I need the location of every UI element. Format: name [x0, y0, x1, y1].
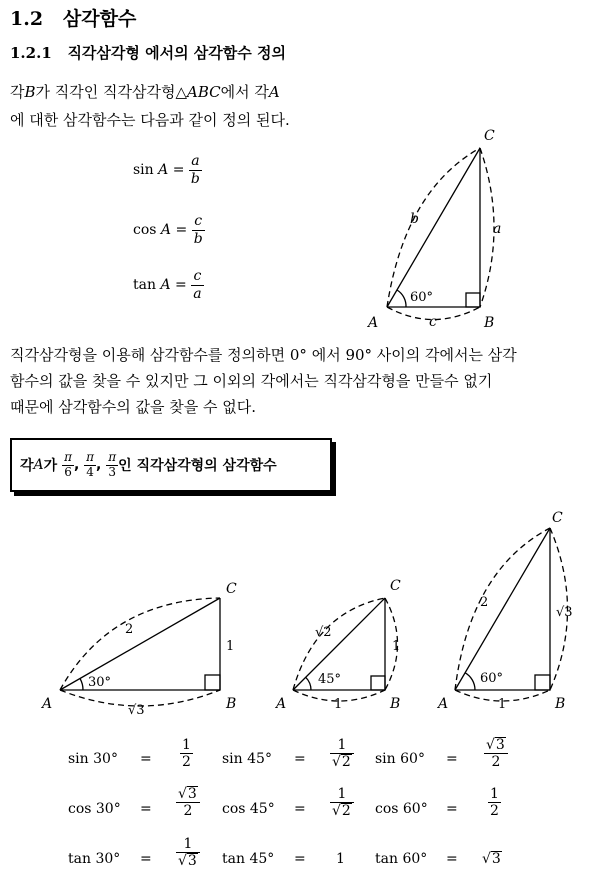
radicand: 3	[187, 853, 197, 870]
numerator: 1	[337, 786, 347, 802]
cos60-label: cos 60°	[375, 801, 428, 817]
tri45-right-angle	[371, 676, 385, 690]
tri60-right-angle	[535, 675, 550, 690]
tri30-adj-label: √3	[128, 703, 145, 718]
subsection-number: 1.2.1	[10, 44, 52, 62]
tri30-hyp	[60, 598, 220, 690]
tri60-hyp-label: 2	[480, 595, 489, 610]
vertex-C: C	[484, 128, 495, 144]
numerator: π	[108, 449, 117, 464]
radicand: 2	[341, 803, 351, 820]
tan30-label: tan 30°	[68, 851, 121, 867]
tri60-opp-label: √3	[556, 605, 573, 620]
fn-var: A	[160, 222, 172, 238]
numerator: π	[86, 449, 95, 464]
cos45-value	[330, 786, 354, 819]
fn-var: A	[160, 277, 171, 293]
dashed-arc-a	[480, 148, 494, 307]
sin-definition: sin A = $\frac{a}{b}$	[133, 153, 200, 187]
var-B: B	[24, 83, 36, 101]
tan60-label: tan 60°	[375, 851, 428, 867]
sqrt-2: √ 2	[332, 754, 351, 771]
radicand: 3	[187, 786, 197, 802]
equals: =	[140, 801, 152, 817]
equals: =	[446, 751, 458, 767]
radicand: 2	[341, 754, 351, 771]
radicand: 3	[491, 850, 501, 867]
right-angle-mark	[466, 293, 480, 307]
triangle-abc: △ABC	[175, 83, 221, 101]
numerator: 1	[183, 836, 193, 852]
tri30-vertex-C: C	[226, 581, 237, 597]
numerator: 1	[490, 786, 499, 802]
equals: =	[446, 801, 458, 817]
tan30-value	[176, 836, 200, 869]
fn-var: A	[158, 162, 169, 178]
tri45-angle-label: 45°	[318, 672, 342, 687]
equals: =	[294, 751, 306, 767]
tri60-vertex-C: C	[552, 510, 563, 526]
sin45-value	[330, 737, 354, 770]
para2-line-2: 함수의 값을 찾을 수 있지만 그 이외의 각에서는 직각삼각형을 만들수 없기	[10, 372, 493, 390]
pi-over-4	[84, 451, 96, 480]
para2-line-3: 때문에 삼각함수의 값을 찾을 수 없다.	[10, 398, 256, 416]
denominator: 2	[484, 753, 508, 770]
fraction	[192, 213, 205, 246]
tri30-right-angle	[205, 675, 220, 690]
subsection-heading	[10, 42, 286, 63]
numerator: a	[191, 153, 200, 170]
numerator: 1	[337, 737, 347, 753]
pi-over-6	[62, 451, 74, 480]
sin45-label: sin 45°	[222, 751, 272, 767]
sqrt-3: √ 3	[178, 853, 197, 870]
tri30-angle-label: 30°	[88, 675, 112, 690]
trig-values-table	[0, 735, 600, 885]
denominator: 2	[182, 754, 191, 771]
intro-line-2: 에 대한 삼각함수는 다음과 같이 정의 된다.	[10, 111, 290, 129]
sqrt-3: √ 3	[482, 850, 501, 867]
vertex-A: A	[368, 315, 379, 331]
sqrt-3: √ 3	[178, 786, 197, 802]
cos30-value	[176, 786, 200, 819]
denominator: b	[190, 170, 200, 187]
tan-definition: tan A = $\frac{c}{a}$	[133, 268, 202, 302]
para2-line-1: 직각삼각형을 이용해 삼각함수를 정의하면 0° 에서 90° 사이의 각에서는 삼각	[10, 346, 517, 364]
angle-arc	[397, 290, 406, 307]
sin30-value	[180, 737, 193, 770]
tan45-label: tan 45°	[222, 851, 275, 867]
label-b: b	[410, 211, 419, 227]
denominator: 4	[84, 465, 96, 480]
denominator: b	[193, 230, 203, 247]
equals: =	[140, 851, 152, 867]
fraction	[189, 153, 202, 186]
tri60-hyp	[455, 528, 550, 690]
denominator: 2	[176, 802, 200, 819]
cos60-value	[488, 786, 501, 819]
denominator: 2	[490, 803, 499, 820]
hypotenuse-b	[387, 148, 480, 307]
box-text: 인 직각삼각형의 삼각함수	[118, 458, 277, 474]
denominator: 3	[106, 465, 118, 480]
tan60-value	[482, 847, 502, 871]
numerator: π	[64, 449, 72, 464]
equals: =	[140, 751, 152, 767]
tri45-opp-label: 1	[392, 639, 401, 654]
numerator: c	[193, 268, 202, 285]
fn-name: tan	[133, 277, 156, 293]
tri30-vertex-B: B	[226, 696, 237, 712]
sqrt-2: √ 2	[332, 803, 351, 820]
tri60-vertex-A: A	[438, 696, 449, 712]
equals: =	[294, 851, 306, 867]
tri45-vertex-B: B	[390, 696, 401, 712]
intro-text: 가 직각인 직각삼각형	[35, 83, 176, 101]
intro-text: 각	[10, 83, 25, 101]
angle-label: 60°	[410, 290, 434, 305]
box-text: 가	[43, 458, 58, 474]
numerator: c	[194, 213, 203, 230]
tri60-angle-label: 60°	[480, 671, 504, 686]
section-title: 삼각함수	[62, 8, 137, 30]
pi-over-3	[106, 451, 118, 480]
fraction	[191, 268, 203, 301]
tri30-vertex-A: A	[42, 696, 53, 712]
vertex-B: B	[484, 315, 495, 331]
sin30-label: sin 30°	[68, 751, 118, 767]
equals: =	[294, 801, 306, 817]
fn-name: cos	[133, 222, 157, 238]
box-text: 각	[20, 458, 34, 474]
label-a: a	[493, 221, 502, 237]
boxed-title-text: 각 A 가 $\frac{\pi}{6}$ , $\frac{\pi}{4}$ , $\frac{\pi}{3}$ 인 직각삼각형의 삼각함수	[20, 449, 277, 479]
special-triangles-diagram	[0, 500, 600, 725]
tri30-opp-label: 1	[226, 639, 235, 654]
cos45-label: cos 45°	[222, 801, 275, 817]
tri30-hyp-label: 2	[125, 622, 134, 637]
var-A: A	[268, 83, 280, 101]
tri60-vertex-B: B	[555, 696, 566, 712]
denominator: 6	[62, 465, 74, 480]
tri45-angle-arc	[306, 677, 311, 690]
intro-line-1	[10, 78, 280, 106]
definition-triangle-diagram	[360, 120, 520, 335]
radicand: 3	[495, 737, 505, 753]
tri45-adj-label: 1	[334, 697, 343, 712]
subsection-title: 직각삼각형 에서의 삼각함수 정의	[67, 44, 286, 62]
tri60-angle-arc	[465, 673, 475, 690]
boxed-title	[10, 438, 332, 492]
cos30-label: cos 30°	[68, 801, 121, 817]
section-number: 1.2	[10, 8, 44, 30]
numerator: 1	[182, 737, 191, 753]
sin60-value	[484, 737, 508, 770]
intro-text: 에서 각	[220, 83, 269, 101]
tan45-value: 1	[336, 851, 345, 867]
box-var: A	[33, 457, 44, 473]
tri45-hyp-label: √2	[315, 625, 332, 640]
cos-definition: cos A = $\frac{c}{b}$	[133, 213, 203, 247]
tri30-angle-arc	[80, 679, 83, 691]
fn-name: sin	[133, 162, 154, 178]
section-heading	[10, 4, 136, 31]
tri60-adj-label: 1	[498, 697, 507, 712]
tri45-vertex-C: C	[390, 578, 401, 594]
sin60-label: sin 60°	[375, 751, 425, 767]
label-c: c	[429, 314, 437, 330]
denominator: a	[193, 285, 202, 302]
equals: =	[446, 851, 458, 867]
sqrt-3: √ 3	[486, 737, 505, 753]
tri45-vertex-A: A	[276, 696, 287, 712]
